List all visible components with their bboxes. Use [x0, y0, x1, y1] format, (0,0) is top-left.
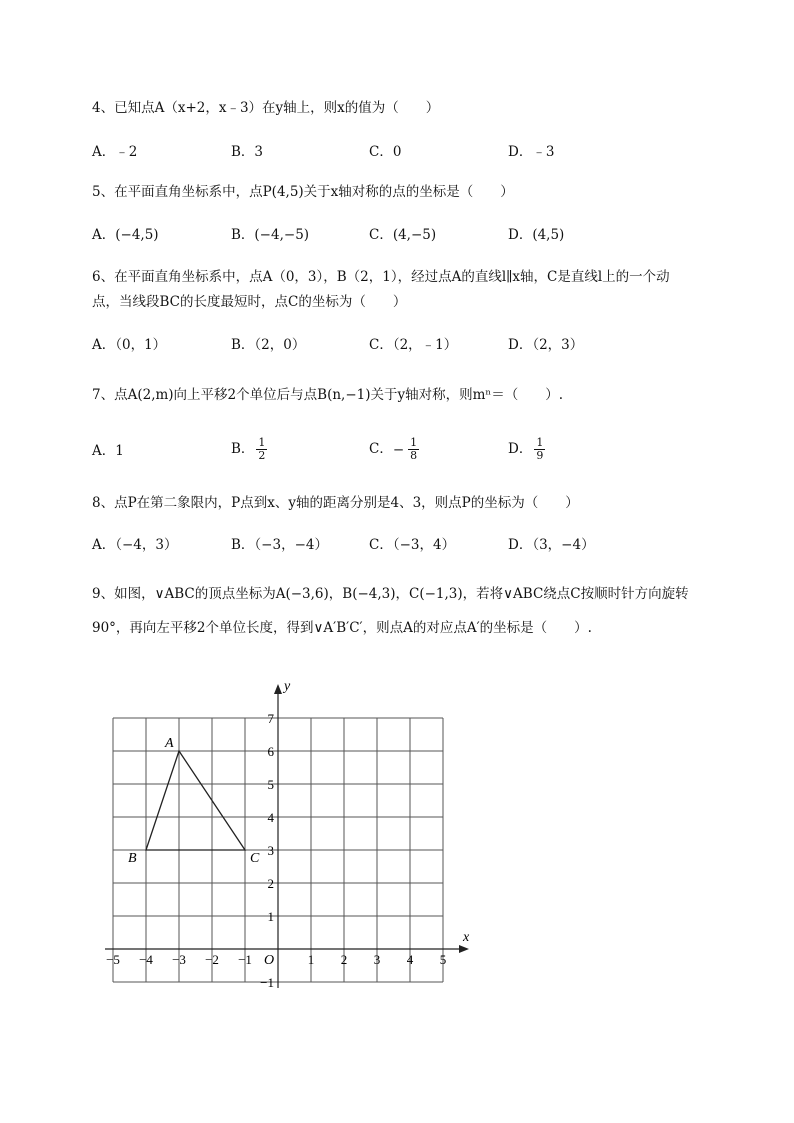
- option-b[interactable]: B．3: [231, 144, 264, 160]
- fraction-one-eighth: $\frac{1}{8}$: [410, 436, 418, 462]
- y-tick-label: 4: [267, 810, 274, 825]
- option-d[interactable]: D．﹣3: [508, 144, 555, 160]
- x-tick-label: −5: [106, 952, 120, 967]
- question-8-text: 8、点P在第二象限内，P点到x、y轴的距离分别是4、3，则点P的坐标为（ ）: [92, 495, 579, 511]
- question-9-text-line1: 9、如图，∨ABC的顶点坐标为A(−3,6)，B(−4,3)，C(−1,3)，若将∨ABC绕点C按顺时针方向旋转: [92, 586, 689, 602]
- option-c[interactable]: C．（2，﹣1）: [369, 337, 458, 353]
- triangle-abc: [128, 736, 260, 866]
- y-axis-label: y: [284, 679, 291, 694]
- option-b[interactable]: B．（2，0）: [231, 337, 306, 353]
- x-tick-label: 3: [373, 952, 381, 967]
- x-tick-label: 2: [340, 952, 348, 967]
- option-c-letter: C．: [369, 441, 393, 457]
- x-tick-label: −3: [172, 952, 186, 967]
- option-b[interactable]: B．(−4,−5): [231, 227, 310, 243]
- fraction-one-ninth: $\frac{1}{9}$: [536, 436, 544, 462]
- option-c[interactable]: C．0: [369, 144, 402, 160]
- y-tick-label: 3: [267, 843, 274, 858]
- vertex-label: A: [165, 736, 174, 751]
- axes: [105, 679, 470, 988]
- x-axis-label: x: [463, 930, 470, 945]
- y-tick-label: −1: [260, 975, 274, 990]
- vertex-label: B: [128, 851, 137, 866]
- origin-label: O: [264, 953, 275, 968]
- x-tick-label: −1: [238, 952, 252, 967]
- y-tick-label: 7: [267, 711, 274, 726]
- option-b-letter: B．: [231, 441, 255, 457]
- fraction-one-half: $\frac{1}{2}$: [258, 436, 266, 462]
- x-tick-label: 5: [439, 952, 447, 967]
- x-tick-label: −2: [205, 952, 219, 967]
- option-d[interactable]: D．（3，−4）: [508, 537, 595, 553]
- option-c[interactable]: C．（−3，4）: [369, 537, 456, 553]
- option-d[interactable]: D．（2，3）: [508, 337, 584, 353]
- option-a[interactable]: A．﹣2: [92, 144, 138, 160]
- question-9-text-line2: 90°，再向左平移2个单位长度，得到∨A′B′C′，则点A的对应点A′的坐标是（ ）.: [92, 620, 592, 636]
- y-tick-label: 6: [267, 744, 274, 759]
- question-6-text-line2: 点，当线段BC的长度最短时，点C的坐标为（ ）: [92, 294, 407, 310]
- question-4-text: 4、已知点A（x+2，x﹣3）在y轴上，则x的值为（ ）: [92, 100, 440, 116]
- option-d-letter: D．: [508, 441, 533, 457]
- negative-sign: −: [392, 441, 405, 458]
- vertex-label: C: [250, 851, 260, 866]
- option-d[interactable]: D．(4,5): [508, 227, 565, 243]
- option-a[interactable]: A．（0，1）: [92, 337, 167, 353]
- y-tick-label: 2: [267, 876, 274, 891]
- option-a[interactable]: A．(−4,5): [92, 227, 159, 243]
- x-tick-label: 4: [406, 952, 414, 967]
- y-axis-arrow: [274, 684, 282, 694]
- x-tick-label: −4: [139, 952, 153, 967]
- option-a[interactable]: A．（−4，3）: [92, 537, 178, 553]
- triangle-outline: [146, 751, 245, 850]
- option-b[interactable]: B．（−3，−4）: [231, 537, 328, 553]
- x-tick-label: 1: [307, 952, 315, 967]
- option-a[interactable]: A．1: [92, 443, 124, 459]
- question-5-text: 5、在平面直角坐标系中，点P(4,5)关于x轴对称的点的坐标是（ ）: [92, 184, 514, 200]
- option-c[interactable]: C．(4,−5): [369, 227, 437, 243]
- y-tick-label: 1: [267, 909, 274, 924]
- x-axis-arrow: [459, 945, 469, 953]
- y-tick-label: 5: [267, 777, 274, 792]
- question-7-text: 7、点A(2,m)向上平移2个单位后与点B(n,−1)关于y轴对称，则mⁿ＝（ ）.: [92, 387, 564, 403]
- question-6-text-line1: 6、在平面直角坐标系中，点A（0，3），B（2，1），经过点A的直线l∥x轴，C是直线l上的一个动: [92, 269, 670, 285]
